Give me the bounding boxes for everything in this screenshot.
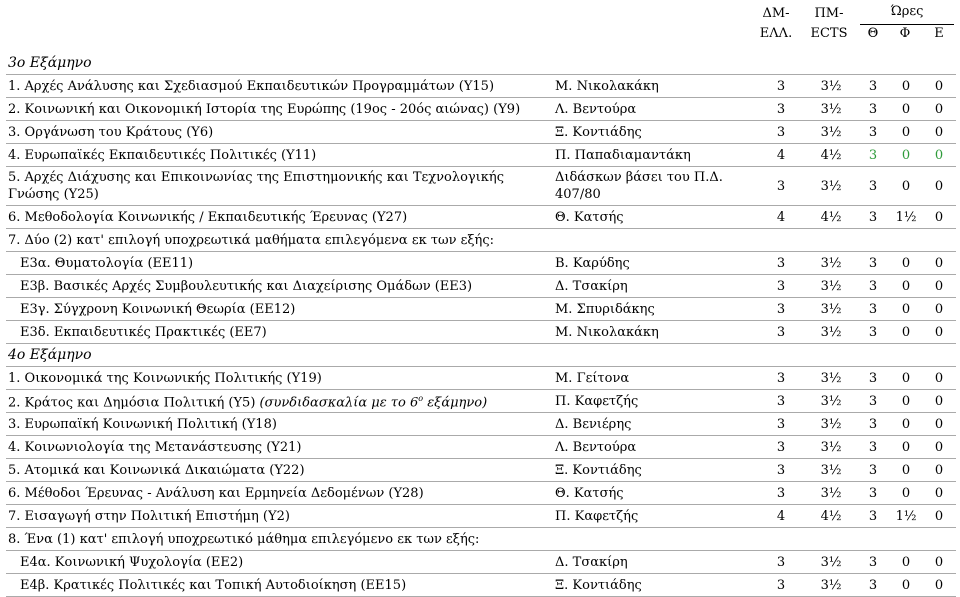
ects-value: 3½: [806, 367, 856, 390]
ects-value: 4½: [806, 505, 856, 528]
instructor: Λ. Βεντούρα: [553, 98, 756, 121]
header-hours: Ώρες: [890, 4, 924, 19]
elective-note-row: [6, 528, 956, 551]
hours-lab: 0: [922, 390, 956, 413]
ects-value: 3½: [806, 482, 856, 505]
hours-theory: 3: [856, 75, 890, 98]
hours-lab: 0: [922, 98, 956, 121]
course-title: 1. Οικονομικά της Κοινωνικής Πολιτικής (Υ19): [8, 370, 322, 386]
hours-theory: 3: [856, 321, 890, 344]
dm-ell-value: 4: [756, 505, 806, 528]
course-name: [6, 505, 553, 528]
course-name: [6, 121, 553, 144]
ects-value: 3½: [806, 574, 856, 597]
ects-value: 3½: [806, 551, 856, 574]
ects-value: 3½: [806, 298, 856, 321]
hours-theory: 3: [856, 574, 890, 597]
course-title: 5. Αρχές Διάχυσης και Επικοινωνίας της Επιστημονικής και Τεχνολογικής Γνώσης (Υ25): [8, 170, 504, 202]
course-title: 2. Κράτος και Δημόσια Πολιτική (Υ5): [8, 395, 256, 411]
dm-ell-value: 3: [756, 98, 806, 121]
header-theta: Θ: [867, 26, 879, 41]
dm-ell-value: 3: [756, 321, 806, 344]
ects-value: 3½: [806, 252, 856, 275]
elective-row: [6, 252, 956, 275]
header-pm-ects: [804, 4, 854, 44]
dm-ell-value: 4: [756, 144, 806, 167]
hours-lab: 0: [922, 75, 956, 98]
course-title: 5. Ατομικά και Κοινωνικά Δικαιώματα (Υ22): [8, 462, 305, 478]
hours-practice: 0: [890, 298, 922, 321]
course-row: [6, 206, 956, 229]
instructor: Ξ. Κοντιάδης: [553, 121, 756, 144]
dm-ell-value: 3: [756, 367, 806, 390]
course-name: [6, 436, 553, 459]
hours-practice: 0: [890, 144, 922, 167]
course-table: [6, 52, 956, 597]
hours-lab: 0: [922, 551, 956, 574]
semester-row: [6, 344, 956, 367]
instructor: Λ. Βεντούρα: [553, 436, 756, 459]
hours-theory: 3: [856, 144, 890, 167]
hours-lab: 0: [922, 321, 956, 344]
course-title: 4. Κοινωνιολογία της Μετανάστευσης (Υ21): [8, 439, 302, 455]
hours-theory: 3: [856, 413, 890, 436]
hours-lab: 0: [922, 275, 956, 298]
semester-row: [6, 52, 956, 75]
instructor: Ξ. Κοντιάδης: [553, 574, 756, 597]
hours-practice: 0: [890, 75, 922, 98]
course-name: [6, 482, 553, 505]
dm-ell-value: 3: [756, 574, 806, 597]
course-row: [6, 459, 956, 482]
course-title: 4. Ευρωπαϊκές Εκπαιδευτικές Πολιτικές (Υ11): [8, 147, 317, 163]
hours-practice: 1½: [890, 206, 922, 229]
hours-practice: 0: [890, 551, 922, 574]
course-title: Ε3γ. Σύγχρονη Κοινωνική Θεωρία (ΕΕ12): [20, 301, 296, 317]
hours-practice: 0: [890, 482, 922, 505]
header-pm-ects-line2: ECTS: [810, 26, 848, 41]
course-title: Ε3α. Θυματολογία (ΕΕ11): [20, 255, 194, 271]
course-row: [6, 167, 956, 206]
ects-value: 3½: [806, 75, 856, 98]
elective-row: [6, 321, 956, 344]
dm-ell-value: 3: [756, 436, 806, 459]
elective-note: 8. Ένα (1) κατ' επιλογή υποχρεωτικό μάθημα επιλεγόμενο εκ των εξής:: [6, 528, 956, 551]
instructor: Β. Καρύδης: [553, 252, 756, 275]
course-note: (συνδιδασκαλία με το 6: [259, 395, 419, 411]
course-title: 3. Οργάνωση του Κράτους (Υ6): [8, 124, 214, 140]
dm-ell-value: 3: [756, 275, 806, 298]
course-row: [6, 75, 956, 98]
course-name: [6, 321, 553, 344]
hours-theory: 3: [856, 98, 890, 121]
course-title: Ε4β. Κρατικές Πολιτικές και Τοπική Αυτοδιοίκηση (ΕΕ15): [20, 577, 407, 593]
ects-value: 3½: [806, 121, 856, 144]
header-phi: Φ: [899, 26, 911, 41]
hours-lab: 0: [922, 482, 956, 505]
header-dm-ell-line2: ΕΛΛ.: [759, 26, 793, 41]
ects-value: 3½: [806, 98, 856, 121]
instructor: Π. Καφετζής: [553, 505, 756, 528]
ects-value: 3½: [806, 275, 856, 298]
dm-ell-value: 3: [756, 167, 806, 206]
course-row: [6, 436, 956, 459]
hours-theory: 3: [856, 298, 890, 321]
hours-theory: 3: [856, 367, 890, 390]
dm-ell-value: 3: [756, 482, 806, 505]
instructor: Ξ. Κοντιάδης: [553, 459, 756, 482]
course-title: 3. Ευρωπαϊκή Κοινωνική Πολιτική (Υ18): [8, 416, 277, 432]
hours-practice: 0: [890, 367, 922, 390]
hours-theory: 3: [856, 206, 890, 229]
hours-lab: 0: [922, 167, 956, 206]
dm-ell-value: 3: [756, 551, 806, 574]
course-name: [6, 574, 553, 597]
instructor: Διδάσκων βάσει του Π.Δ. 407/80: [553, 167, 756, 206]
hours-theory: 3: [856, 482, 890, 505]
elective-note-row: [6, 229, 956, 252]
hours-theory: 3: [856, 390, 890, 413]
course-table-body: [6, 52, 956, 597]
elective-row: [6, 574, 956, 597]
ects-value: 3½: [806, 390, 856, 413]
hours-lab: 0: [922, 436, 956, 459]
course-row: [6, 505, 956, 528]
instructor: Δ. Τσακίρη: [553, 551, 756, 574]
course-title: Ε3δ. Εκπαιδευτικές Πρακτικές (ΕΕ7): [20, 324, 267, 340]
hours-theory: 3: [856, 275, 890, 298]
hours-theory: 3: [856, 505, 890, 528]
header-epsilon: Ε: [934, 26, 944, 41]
elective-row: [6, 298, 956, 321]
course-row: [6, 98, 956, 121]
hours-practice: 0: [890, 121, 922, 144]
hours-lab: 0: [922, 252, 956, 275]
instructor: Δ. Τσακίρη: [553, 275, 756, 298]
hours-theory: 3: [856, 436, 890, 459]
hours-lab: 0: [922, 144, 956, 167]
hours-lab: 0: [922, 574, 956, 597]
ects-value: 3½: [806, 321, 856, 344]
hours-lab: 0: [922, 121, 956, 144]
hours-practice: 0: [890, 321, 922, 344]
instructor: Θ. Κατσής: [553, 206, 756, 229]
course-name: [6, 298, 553, 321]
course-name: [6, 413, 553, 436]
hours-theory: 3: [856, 167, 890, 206]
hours-practice: 0: [890, 98, 922, 121]
course-row: [6, 144, 956, 167]
course-name: [6, 551, 553, 574]
hours-lab: 0: [922, 206, 956, 229]
dm-ell-value: 3: [756, 298, 806, 321]
ects-value: 4½: [806, 206, 856, 229]
course-note-sup: ο: [418, 394, 424, 404]
instructor: Θ. Κατσής: [553, 482, 756, 505]
header-dm-ell-line1: ΔΜ-: [762, 6, 790, 21]
instructor: Μ. Σπυριδάκης: [553, 298, 756, 321]
hours-theory: 3: [856, 459, 890, 482]
instructor: Μ. Νικολακάκη: [553, 75, 756, 98]
dm-ell-value: 3: [756, 413, 806, 436]
hours-theory: 3: [856, 121, 890, 144]
course-title: Ε4α. Κοινωνική Ψυχολογία (ΕΕ2): [20, 554, 244, 570]
hours-practice: 1½: [890, 505, 922, 528]
course-title: 6. Μέθοδοι Έρευνας - Ανάλυση και Ερμηνεία Δεδομένων (Υ28): [8, 485, 424, 501]
course-title: Ε3β. Βασικές Αρχές Συμβουλευτικής και Διαχείρισης Ομάδων (ΕΕ3): [20, 278, 473, 294]
elective-row: [6, 275, 956, 298]
table-header: [0, 0, 960, 50]
hours-practice: 0: [890, 252, 922, 275]
course-name: [6, 367, 553, 390]
ects-value: 3½: [806, 413, 856, 436]
instructor: Μ. Νικολακάκη: [553, 321, 756, 344]
hours-practice: 0: [890, 275, 922, 298]
header-pm-ects-line1: ΠΜ-: [814, 6, 844, 21]
hours-theory: 3: [856, 252, 890, 275]
course-row: [6, 482, 956, 505]
course-name: [6, 144, 553, 167]
instructor: Π. Παπαδιαμαντάκη: [553, 144, 756, 167]
hours-lab: 0: [922, 505, 956, 528]
dm-ell-value: 3: [756, 252, 806, 275]
course-name: [6, 206, 553, 229]
semester-title: 3ο Εξάμηνο: [6, 52, 956, 75]
course-name: [6, 252, 553, 275]
hours-lab: 0: [922, 459, 956, 482]
ects-value: 3½: [806, 436, 856, 459]
hours-theory: 3: [856, 551, 890, 574]
ects-value: 3½: [806, 459, 856, 482]
dm-ell-value: 3: [756, 121, 806, 144]
hours-lab: 0: [922, 367, 956, 390]
course-row: [6, 367, 956, 390]
course-row: [6, 413, 956, 436]
hours-lab: 0: [922, 413, 956, 436]
course-name: [6, 75, 553, 98]
course-title: 7. Εισαγωγή στην Πολιτική Επιστήμη (Υ2): [8, 508, 290, 524]
hours-practice: 0: [890, 413, 922, 436]
course-title: 1. Αρχές Ανάλυσης και Σχεδιασμού Εκπαιδευτικών Προγραμμάτων (Υ15): [8, 78, 495, 94]
instructor: Δ. Βενιέρης: [553, 413, 756, 436]
hours-practice: 0: [890, 459, 922, 482]
course-name: [6, 167, 553, 206]
course-note-end: εξάμηνο): [423, 395, 488, 411]
course-row: [6, 390, 956, 413]
course-row: [6, 121, 956, 144]
hours-practice: 0: [890, 167, 922, 206]
elective-row: [6, 551, 956, 574]
hours-lab: 0: [922, 298, 956, 321]
course-name: [6, 98, 553, 121]
dm-ell-value: 3: [756, 459, 806, 482]
course-title: 6. Μεθοδολογία Κοινωνικής / Εκπαιδευτικής Έρευνας (Υ27): [8, 209, 408, 225]
ects-value: 3½: [806, 167, 856, 206]
course-name: [6, 459, 553, 482]
dm-ell-value: 3: [756, 390, 806, 413]
semester-title: 4ο Εξάμηνο: [6, 344, 956, 367]
course-title: 2. Κοινωνική και Οικονομική Ιστορία της Ευρώπης (19ος - 20ός αιώνας) (Υ9): [8, 101, 521, 117]
course-name: [6, 275, 553, 298]
instructor: Μ. Γείτονα: [553, 367, 756, 390]
dm-ell-value: 4: [756, 206, 806, 229]
ects-value: 4½: [806, 144, 856, 167]
hours-practice: 0: [890, 574, 922, 597]
hours-practice: 0: [890, 390, 922, 413]
instructor: Π. Καφετζής: [553, 390, 756, 413]
course-name: [6, 390, 553, 413]
dm-ell-value: 3: [756, 75, 806, 98]
header-dm-ell: [752, 4, 800, 44]
hours-practice: 0: [890, 436, 922, 459]
elective-note: 7. Δύο (2) κατ' επιλογή υποχρεωτικά μαθήματα επιλεγόμενα εκ των εξής:: [6, 229, 956, 252]
